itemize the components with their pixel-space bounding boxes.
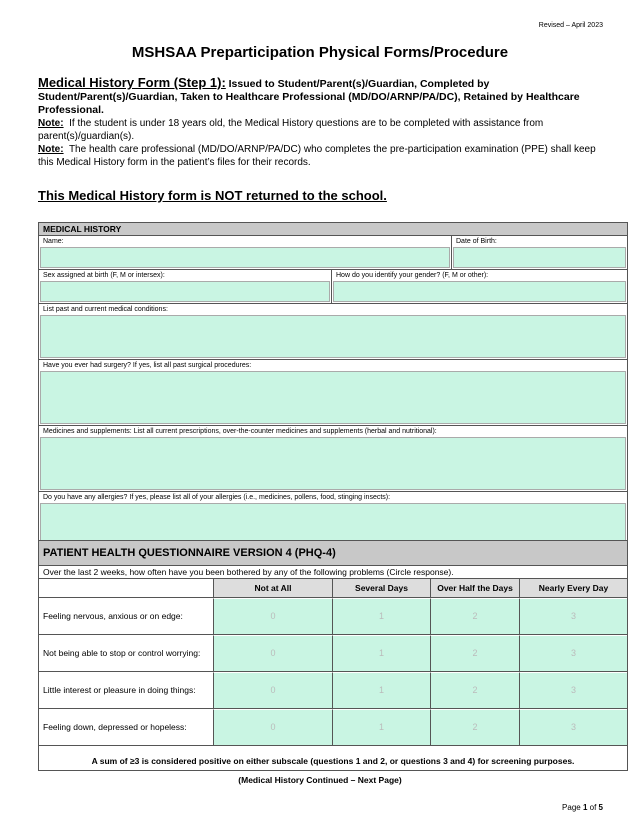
surgery-label: Have you ever had surgery? If yes, list all past surgical procedures: <box>43 362 252 369</box>
response-option[interactable]: 1 <box>332 709 430 745</box>
revision-date: Revised – April 2023 <box>538 22 603 29</box>
response-option[interactable]: 1 <box>332 598 430 634</box>
intro-section <box>38 76 608 169</box>
response-option[interactable]: 0 <box>213 635 332 671</box>
sex-label: Sex assigned at birth (F, M or intersex): <box>43 272 165 279</box>
phq4-instructions: Over the last 2 weeks, how often have you been bothered by any of the following problems (Circle response). <box>39 566 627 579</box>
medical-history-form <box>38 222 628 545</box>
response-option[interactable]: 3 <box>519 598 627 634</box>
conditions-cell <box>39 304 627 359</box>
page-label: Page <box>562 803 581 812</box>
response-option[interactable]: 0 <box>213 598 332 634</box>
gender-field[interactable] <box>333 281 626 302</box>
medicines-cell <box>39 426 627 491</box>
phq4-question: Feeling down, depressed or hopeless: <box>43 722 187 732</box>
page-current: 1 <box>582 803 588 812</box>
response-option[interactable]: 2 <box>430 709 519 745</box>
phq4-column-headers <box>39 579 627 598</box>
response-option[interactable]: 1 <box>332 635 430 671</box>
medical-history-heading: MEDICAL HISTORY <box>39 223 627 235</box>
page-of: of <box>589 803 597 812</box>
response-option[interactable]: 3 <box>519 672 627 708</box>
name-label: Name: <box>43 238 64 245</box>
phq4-row <box>39 598 627 635</box>
conditions-label: List past and current medical conditions: <box>43 306 168 313</box>
allergies-cell <box>39 492 627 544</box>
page-title: MSHSAA Preparticipation Physical Forms/Procedure <box>131 44 509 61</box>
page-number <box>562 803 603 812</box>
dob-cell <box>451 236 627 269</box>
sex-field[interactable] <box>40 281 330 302</box>
dob-field[interactable] <box>453 247 626 268</box>
response-option[interactable]: 2 <box>430 598 519 634</box>
medicines-field[interactable] <box>40 437 626 490</box>
phq4-question: Little interest or pleasure in doing things: <box>43 685 196 695</box>
intro-heading-sub: Issued to Student/Parent(s)/Guardian, Completed by Student/Parent(s)/Guardian, Taken to Healthcare Professional (MD/DO/ARNP/PA/DC), Retained by Healthcare Professional. <box>38 78 580 116</box>
medicines-label: Medicines and supplements: List all current prescriptions, over-the-counter medicines and supplements (herbal and nutritional): <box>43 428 437 435</box>
surgery-cell <box>39 360 627 425</box>
name-cell <box>39 236 451 269</box>
response-option[interactable]: 3 <box>519 709 627 745</box>
col-over-half: Over Half the Days <box>430 579 519 597</box>
gender-cell <box>331 270 627 303</box>
gender-label: How do you identify your gender? (F, M or other): <box>336 272 489 279</box>
note-2: The health care professional (MD/DO/ARNP/PA/DC) who completes the pre-participation examination (PPE) shall keep this Medical History form in the patient’s files for their records. <box>38 144 596 168</box>
phq4-row <box>39 635 627 672</box>
allergies-label: Do you have any allergies? If yes, please list all of your allergies (i.e., medicines, pollens, food, stinging insects): <box>43 494 391 501</box>
phq4-question-col <box>39 579 213 597</box>
phq4-questionnaire <box>38 540 628 771</box>
response-option[interactable]: 2 <box>430 672 519 708</box>
col-several-days: Several Days <box>332 579 430 597</box>
phq4-row <box>39 709 627 746</box>
col-nearly-every-day: Nearly Every Day <box>519 579 627 597</box>
dob-label: Date of Birth: <box>456 238 497 245</box>
phq4-row <box>39 672 627 709</box>
sex-cell <box>39 270 331 303</box>
intro-heading: Medical History Form (Step 1): <box>38 75 226 90</box>
phq4-question: Not being able to stop or control worrying: <box>43 648 201 658</box>
response-option[interactable]: 1 <box>332 672 430 708</box>
phq4-sum-note: A sum of ≥3 is considered positive on either subscale (questions 1 and 2, or questions 3 and 4) for screening purposes. <box>91 756 575 766</box>
col-not-at-all: Not at All <box>213 579 332 597</box>
phq4-title: PATIENT HEALTH QUESTIONNAIRE VERSION 4 (PHQ-4) <box>39 541 627 566</box>
response-option[interactable]: 3 <box>519 635 627 671</box>
allergies-field[interactable] <box>40 503 626 543</box>
note-1: If the student is under 18 years old, the Medical History questions are to be completed with assistance from parent(s)/guardian(s). <box>38 118 544 142</box>
conditions-field[interactable] <box>40 315 626 358</box>
note-label-2: Note: <box>38 144 64 155</box>
response-option[interactable]: 0 <box>213 672 332 708</box>
response-option[interactable]: 0 <box>213 709 332 745</box>
phq4-question: Feeling nervous, anxious or on edge: <box>43 611 183 621</box>
not-returned-notice: This Medical History form is NOT returned to the school. <box>38 188 387 203</box>
page-total: 5 <box>598 803 603 812</box>
response-option[interactable]: 2 <box>430 635 519 671</box>
continued-note: (Medical History Continued – Next Page) <box>238 775 402 785</box>
name-field[interactable] <box>40 247 450 268</box>
note-label-1: Note: <box>38 118 64 129</box>
surgery-field[interactable] <box>40 371 626 424</box>
